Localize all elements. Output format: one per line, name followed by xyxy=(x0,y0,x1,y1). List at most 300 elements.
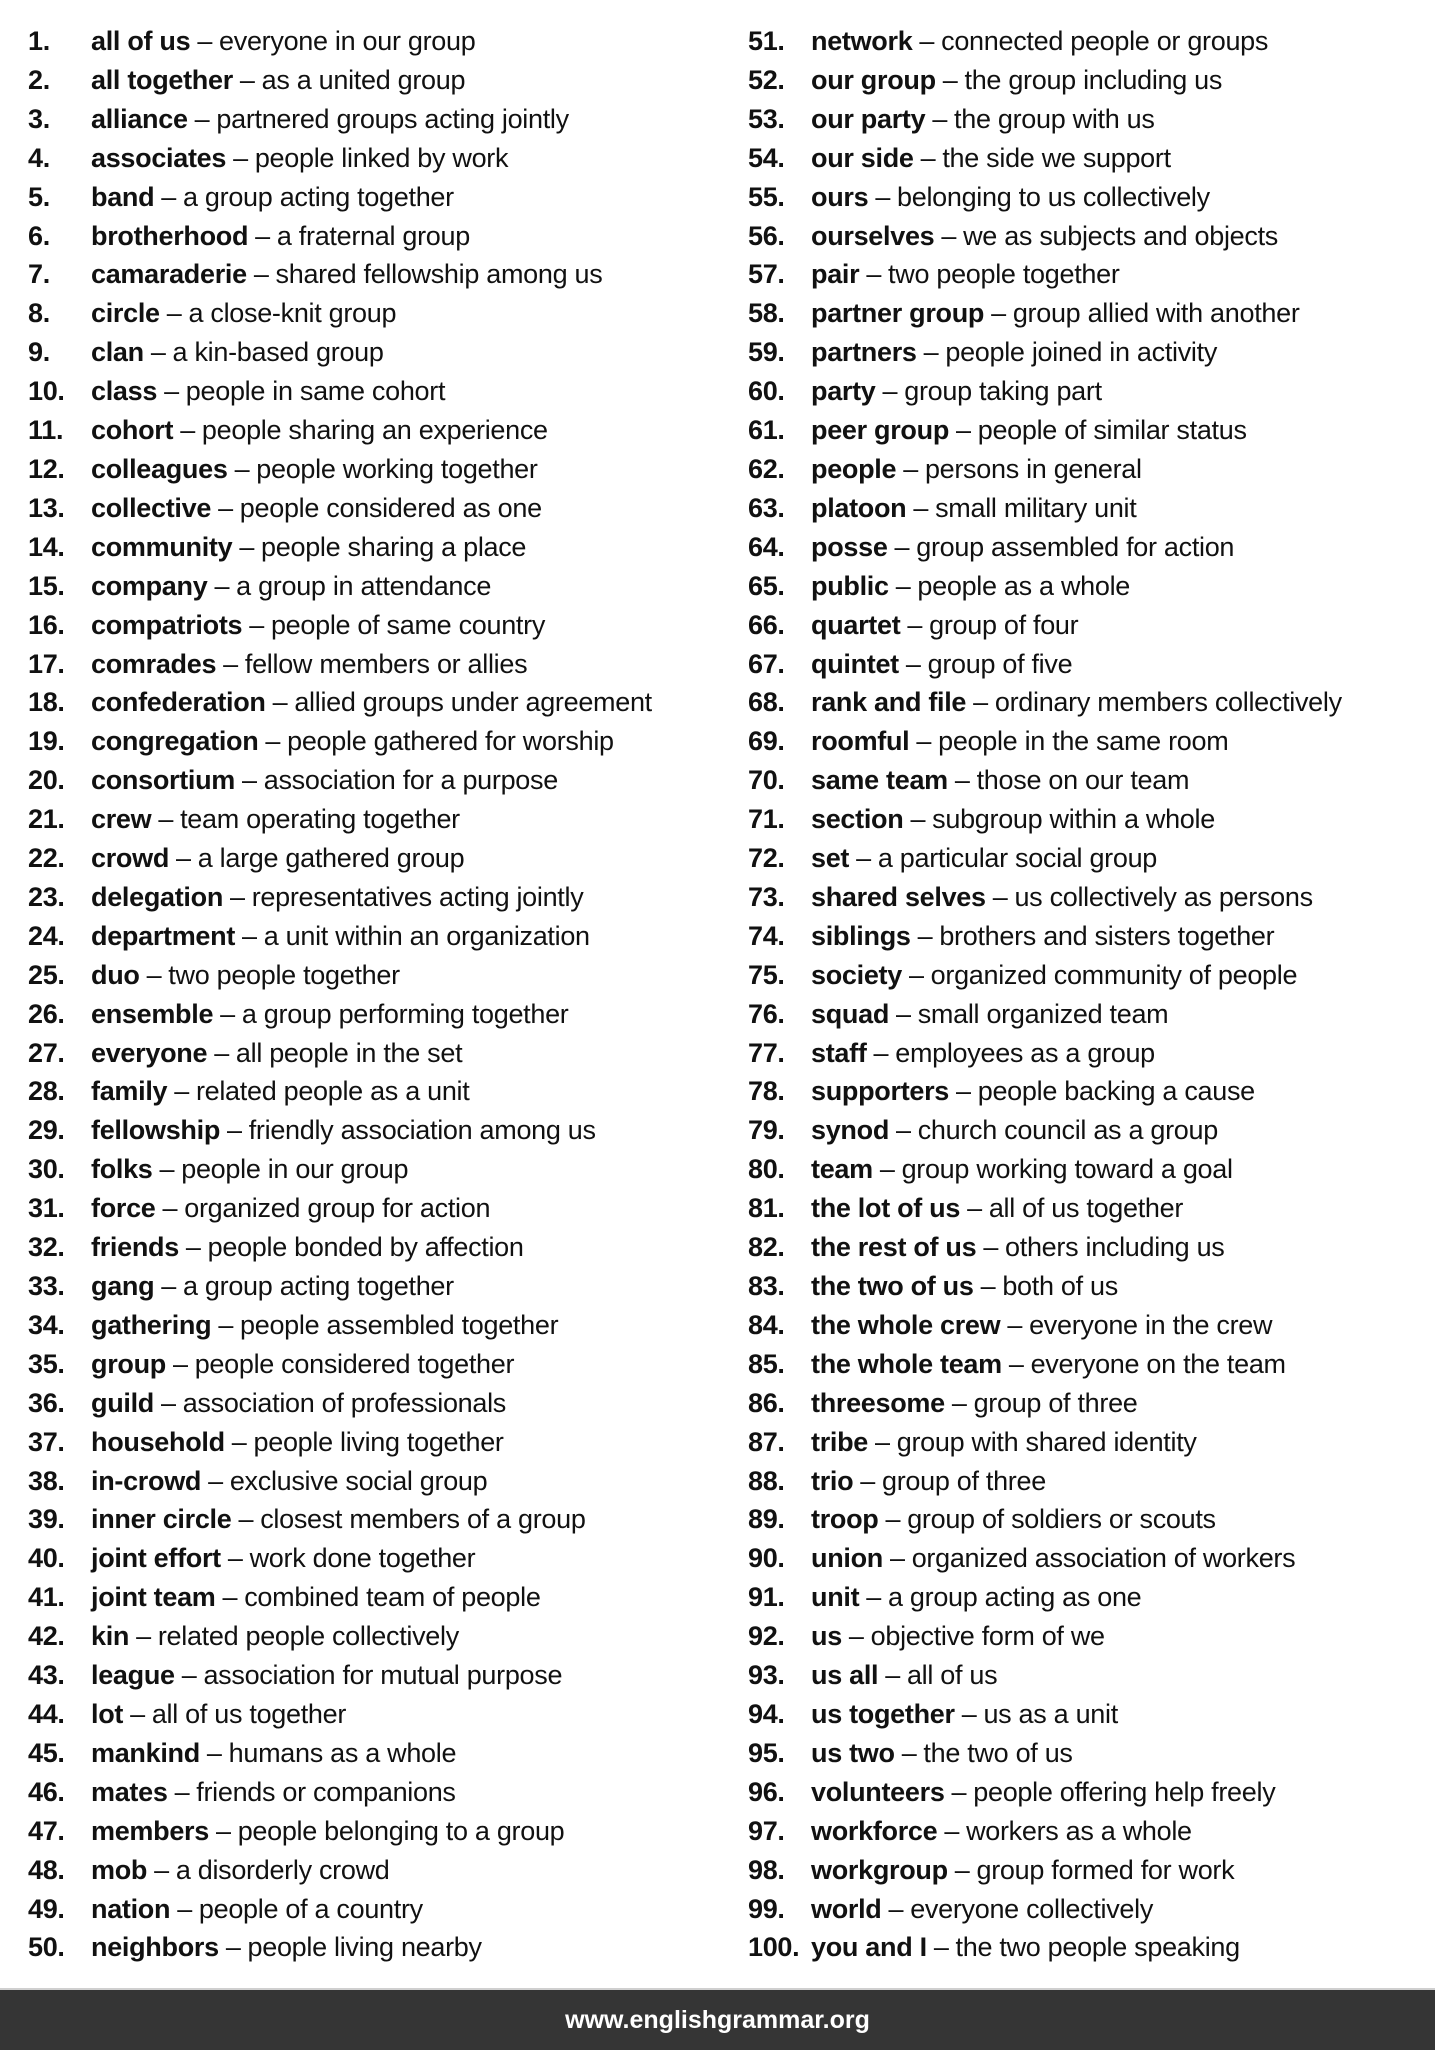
item-definition: a disorderly crowd xyxy=(175,1854,390,1885)
item-number: 20. xyxy=(28,765,65,796)
item-separator: – xyxy=(222,1582,238,1613)
item-term: guild xyxy=(91,1387,154,1418)
item-separator: – xyxy=(239,531,255,562)
list-item xyxy=(0,800,720,839)
list-item xyxy=(0,567,720,606)
item-separator: – xyxy=(185,1232,201,1263)
item-term: department xyxy=(91,920,236,951)
item-number: 31. xyxy=(28,1193,65,1224)
item-definition: partnered groups acting jointly xyxy=(216,103,569,134)
item-term: crowd xyxy=(91,843,170,874)
item-separator: – xyxy=(161,1271,177,1301)
item-number: 88. xyxy=(748,1465,785,1496)
item-number: 14. xyxy=(28,531,65,562)
item-term: the two of us xyxy=(811,1271,974,1301)
list-item xyxy=(0,1150,720,1189)
list-item xyxy=(720,372,1435,411)
item-term: partner group xyxy=(811,298,985,329)
item-number: 93. xyxy=(748,1660,785,1691)
item-term: comrades xyxy=(91,648,217,679)
item-separator: – xyxy=(951,1387,967,1418)
item-definition: closest members of a group xyxy=(260,1504,586,1535)
list-item xyxy=(720,1384,1435,1423)
list-item xyxy=(0,1072,720,1111)
item-term: trio xyxy=(811,1465,854,1496)
list-item xyxy=(720,917,1435,956)
item-definition: humans as a whole xyxy=(228,1737,457,1768)
item-separator: – xyxy=(194,103,210,134)
item-definition: as a united group xyxy=(261,64,466,95)
item-separator: – xyxy=(159,1154,175,1185)
item-definition: all of us xyxy=(906,1660,998,1691)
item-term: the whole team xyxy=(811,1348,1002,1379)
item-separator: – xyxy=(220,998,235,1029)
item-number: 41. xyxy=(28,1582,65,1613)
item-separator: – xyxy=(848,1621,864,1652)
item-definition: connected people or groups xyxy=(941,26,1269,56)
item-separator: – xyxy=(225,1932,241,1963)
item-term: company xyxy=(91,570,208,601)
item-separator: – xyxy=(944,1815,960,1846)
item-definition: a group acting as one xyxy=(888,1582,1142,1613)
item-separator: – xyxy=(889,1543,905,1574)
list-item xyxy=(0,956,720,995)
item-term: circle xyxy=(91,298,160,329)
list-item xyxy=(720,1072,1435,1111)
item-term: clan xyxy=(91,337,144,368)
item-term: squad xyxy=(811,998,890,1029)
item-separator: – xyxy=(181,1660,197,1691)
item-definition: people gathered for worship xyxy=(287,726,614,757)
list-item xyxy=(0,372,720,411)
item-number: 39. xyxy=(28,1504,65,1535)
item-separator: – xyxy=(856,843,871,874)
item-term: threesome xyxy=(811,1387,945,1418)
item-term: quartet xyxy=(811,609,901,640)
item-term: union xyxy=(811,1543,883,1574)
item-term: friends xyxy=(91,1232,179,1263)
item-number: 18. xyxy=(28,687,65,718)
item-term: brotherhood xyxy=(91,220,249,251)
list-item xyxy=(0,1189,720,1228)
item-number: 32. xyxy=(28,1232,65,1263)
item-separator: – xyxy=(174,1776,190,1807)
item-definition: people sharing a place xyxy=(261,531,527,562)
item-separator: – xyxy=(214,570,230,601)
word-list xyxy=(0,22,1435,1967)
item-definition: people linked by work xyxy=(254,142,509,173)
item-term: staff xyxy=(811,1037,867,1068)
item-number: 2. xyxy=(28,64,50,95)
item-term: unit xyxy=(811,1582,860,1613)
item-term: rank and file xyxy=(811,687,967,718)
item-number: 46. xyxy=(28,1776,65,1807)
item-number: 68. xyxy=(748,687,785,718)
item-definition: friendly association among us xyxy=(248,1115,596,1146)
item-definition: all of us together xyxy=(151,1698,347,1729)
item-separator: – xyxy=(164,376,179,407)
item-number: 51. xyxy=(748,26,785,56)
item-term: associates xyxy=(91,142,227,173)
list-item xyxy=(0,22,720,61)
item-separator: – xyxy=(230,881,245,912)
item-term: pair xyxy=(811,259,860,290)
item-separator: – xyxy=(956,415,971,446)
list-item xyxy=(0,1578,720,1617)
list-item xyxy=(720,956,1435,995)
item-separator: – xyxy=(903,453,918,484)
item-number: 63. xyxy=(748,492,785,523)
item-definition: association for a purpose xyxy=(263,765,558,796)
item-definition: a unit within an organization xyxy=(263,920,590,951)
item-separator: – xyxy=(961,1698,977,1729)
list-item xyxy=(720,528,1435,567)
item-number: 25. xyxy=(28,959,65,990)
item-number: 79. xyxy=(748,1115,785,1146)
item-term: posse xyxy=(811,531,888,562)
item-number: 7. xyxy=(28,259,50,290)
item-number: 97. xyxy=(748,1815,785,1846)
list-item xyxy=(720,1462,1435,1501)
list-item xyxy=(720,1890,1435,1929)
item-definition: group allied with another xyxy=(1012,298,1300,329)
item-term: consortium xyxy=(91,765,236,796)
item-definition: association of professionals xyxy=(182,1387,506,1418)
list-item xyxy=(0,1423,720,1462)
item-definition: group formed for work xyxy=(976,1854,1235,1885)
item-number: 42. xyxy=(28,1621,65,1652)
list-item xyxy=(720,1695,1435,1734)
item-term: siblings xyxy=(811,920,911,951)
item-definition: everyone on the team xyxy=(1030,1348,1286,1379)
item-definition: shared fellowship among us xyxy=(275,259,603,290)
item-term: community xyxy=(91,531,233,562)
item-number: 69. xyxy=(748,726,785,757)
item-separator: – xyxy=(888,1893,904,1924)
item-number: 62. xyxy=(748,453,785,484)
list-item xyxy=(720,1111,1435,1150)
item-number: 58. xyxy=(748,298,785,329)
list-item xyxy=(720,61,1435,100)
item-number: 59. xyxy=(748,337,785,368)
list-item xyxy=(720,567,1435,606)
item-definition: fellow members or allies xyxy=(244,648,528,679)
item-separator: – xyxy=(933,1932,949,1963)
item-separator: – xyxy=(866,259,882,290)
item-separator: – xyxy=(992,881,1008,912)
list-item xyxy=(0,333,720,372)
list-item xyxy=(720,761,1435,800)
item-term: tribe xyxy=(811,1426,869,1457)
item-separator: – xyxy=(875,181,891,212)
list-item xyxy=(0,255,720,294)
item-number: 57. xyxy=(748,259,785,290)
item-definition: people living together xyxy=(253,1426,504,1457)
item-term: folks xyxy=(91,1154,153,1185)
list-item xyxy=(0,1034,720,1073)
item-separator: – xyxy=(991,298,1006,329)
item-definition: people of similar status xyxy=(977,415,1247,446)
list-item xyxy=(0,645,720,684)
item-definition: small organized team xyxy=(917,998,1169,1029)
item-term: gang xyxy=(91,1271,155,1301)
item-separator: – xyxy=(218,1309,234,1340)
item-definition: people joined in activity xyxy=(945,337,1218,368)
item-term: you and I xyxy=(811,1932,927,1963)
item-term: lot xyxy=(91,1698,124,1729)
item-term: band xyxy=(91,181,155,212)
item-definition: small military unit xyxy=(935,492,1137,523)
list-item xyxy=(0,489,720,528)
list-item xyxy=(0,995,720,1034)
item-term: partners xyxy=(811,337,917,368)
item-number: 4. xyxy=(28,142,50,173)
item-term: party xyxy=(811,376,876,407)
list-item xyxy=(0,178,720,217)
item-number: 90. xyxy=(748,1543,785,1574)
item-term: fellowship xyxy=(91,1115,221,1146)
item-separator: – xyxy=(885,1660,900,1691)
item-number: 43. xyxy=(28,1660,65,1691)
item-definition: those on our team xyxy=(976,765,1190,796)
item-definition: persons in general xyxy=(924,453,1142,484)
item-number: 50. xyxy=(28,1932,65,1963)
item-separator: – xyxy=(967,1193,982,1224)
item-separator: – xyxy=(150,337,166,368)
item-separator: – xyxy=(919,26,935,56)
list-item xyxy=(0,606,720,645)
list-item xyxy=(0,1539,720,1578)
item-number: 26. xyxy=(28,998,65,1029)
item-definition: people in same cohort xyxy=(185,376,446,407)
item-number: 60. xyxy=(748,376,785,407)
item-separator: – xyxy=(242,765,257,796)
item-term: us xyxy=(811,1621,842,1652)
item-separator: – xyxy=(932,103,948,134)
item-number: 54. xyxy=(748,142,785,173)
item-separator: – xyxy=(1007,1309,1023,1340)
item-term: same team xyxy=(811,765,948,796)
item-term: people xyxy=(811,453,897,484)
item-definition: brothers and sisters together xyxy=(939,920,1275,951)
list-item xyxy=(0,683,720,722)
item-definition: group of five xyxy=(927,648,1073,679)
list-item xyxy=(0,761,720,800)
item-term: camaraderie xyxy=(91,259,247,290)
item-term: kin xyxy=(91,1621,130,1652)
list-item xyxy=(720,294,1435,333)
item-number: 78. xyxy=(748,1076,785,1107)
item-number: 75. xyxy=(748,959,785,990)
item-number: 8. xyxy=(28,298,50,329)
item-separator: – xyxy=(249,609,264,640)
item-separator: – xyxy=(879,1154,895,1185)
item-term: neighbors xyxy=(91,1932,219,1963)
item-definition: subgroup within a whole xyxy=(932,804,1215,835)
item-separator: – xyxy=(177,1893,192,1924)
list-item xyxy=(0,1306,720,1345)
item-number: 56. xyxy=(748,220,785,251)
list-item xyxy=(720,217,1435,256)
item-definition: group assembled for action xyxy=(916,531,1235,562)
item-separator: – xyxy=(956,1076,971,1107)
item-term: joint effort xyxy=(91,1543,221,1574)
item-definition: people of a country xyxy=(198,1893,423,1924)
item-definition: representatives acting jointly xyxy=(251,881,584,912)
list-item xyxy=(0,100,720,139)
item-number: 86. xyxy=(748,1387,785,1418)
item-separator: – xyxy=(901,1737,917,1768)
item-definition: people considered together xyxy=(194,1348,515,1379)
item-separator: – xyxy=(255,220,270,251)
item-definition: group of soldiers or scouts xyxy=(907,1504,1216,1535)
item-definition: a large gathered group xyxy=(197,843,465,874)
item-number: 71. xyxy=(748,804,785,835)
list-item xyxy=(720,1617,1435,1656)
item-term: congregation xyxy=(91,726,259,757)
item-definition: the two of us xyxy=(923,1737,1073,1768)
item-number: 64. xyxy=(748,531,785,562)
item-definition: a group performing together xyxy=(241,998,569,1029)
item-term: quintet xyxy=(811,648,899,679)
item-term: force xyxy=(91,1193,156,1224)
item-separator: – xyxy=(896,998,911,1029)
item-separator: – xyxy=(197,26,213,56)
list-item xyxy=(720,1189,1435,1228)
item-number: 5. xyxy=(28,181,50,212)
item-definition: people belonging to a group xyxy=(237,1815,565,1846)
item-number: 37. xyxy=(28,1426,65,1457)
list-item xyxy=(0,1812,720,1851)
item-term: public xyxy=(811,570,889,601)
item-term: inner circle xyxy=(91,1504,232,1535)
list-item xyxy=(720,1306,1435,1345)
item-definition: a group acting together xyxy=(183,181,454,212)
item-number: 12. xyxy=(28,453,65,484)
item-separator: – xyxy=(973,687,988,718)
list-item xyxy=(0,294,720,333)
item-separator: – xyxy=(215,1815,231,1846)
item-number: 61. xyxy=(748,415,785,446)
item-term: world xyxy=(811,1893,882,1924)
list-item xyxy=(720,1500,1435,1539)
item-definition: group working toward a goal xyxy=(901,1154,1233,1185)
item-definition: people sharing an experience xyxy=(201,415,548,446)
list-item xyxy=(720,1228,1435,1267)
item-number: 10. xyxy=(28,376,65,407)
item-term: roomful xyxy=(811,726,910,757)
item-term: society xyxy=(811,959,902,990)
item-definition: work done together xyxy=(249,1543,476,1574)
item-number: 72. xyxy=(748,843,785,874)
item-term: troop xyxy=(811,1504,879,1535)
list-item xyxy=(0,839,720,878)
item-separator: – xyxy=(160,1387,176,1418)
item-number: 99. xyxy=(748,1893,785,1924)
item-definition: us collectively as persons xyxy=(1014,881,1313,912)
item-term: family xyxy=(91,1076,168,1107)
list-item xyxy=(720,450,1435,489)
item-number: 96. xyxy=(748,1776,785,1807)
list-item xyxy=(720,100,1435,139)
item-term: supporters xyxy=(811,1076,950,1107)
item-term: network xyxy=(811,26,913,56)
item-term: workgroup xyxy=(811,1854,948,1885)
item-number: 1. xyxy=(28,26,50,56)
item-definition: group of four xyxy=(929,609,1079,640)
item-term: crew xyxy=(91,804,152,835)
item-number: 15. xyxy=(28,570,65,601)
list-item xyxy=(720,1034,1435,1073)
footer-url[interactable]: www.englishgrammar.org xyxy=(565,2005,870,2034)
item-term: compatriots xyxy=(91,609,243,640)
item-definition: related people as a unit xyxy=(195,1076,470,1107)
item-separator: – xyxy=(239,64,255,95)
item-term: confederation xyxy=(91,687,266,718)
item-separator: – xyxy=(265,726,281,757)
item-number: 82. xyxy=(748,1232,785,1263)
item-separator: – xyxy=(954,1854,970,1885)
item-definition: related people collectively xyxy=(157,1621,459,1652)
footer-bar xyxy=(0,1988,1435,2050)
item-separator: – xyxy=(910,804,926,835)
item-term: us two xyxy=(811,1737,895,1768)
item-definition: a group acting together xyxy=(183,1271,454,1301)
item-separator: – xyxy=(174,1076,189,1107)
item-term: our side xyxy=(811,142,914,173)
item-term: all of us xyxy=(91,26,191,56)
item-separator: – xyxy=(980,1271,996,1301)
item-separator: – xyxy=(895,570,911,601)
item-definition: the group with us xyxy=(954,103,1155,134)
list-item xyxy=(0,722,720,761)
item-number: 17. xyxy=(28,648,65,679)
list-item xyxy=(0,1656,720,1695)
item-term: duo xyxy=(91,959,140,990)
item-separator: – xyxy=(941,220,957,251)
item-separator: – xyxy=(172,1348,188,1379)
item-number: 66. xyxy=(748,609,785,640)
item-definition: exclusive social group xyxy=(229,1465,488,1496)
item-number: 30. xyxy=(28,1154,65,1185)
item-definition: all people in the set xyxy=(235,1037,463,1068)
item-number: 94. xyxy=(748,1698,785,1729)
item-term: mankind xyxy=(91,1737,200,1768)
list-item xyxy=(720,606,1435,645)
item-separator: – xyxy=(176,843,191,874)
item-number: 44. xyxy=(28,1698,65,1729)
item-number: 16. xyxy=(28,609,65,640)
item-term: ourselves xyxy=(811,220,935,251)
item-number: 100. xyxy=(748,1932,800,1963)
item-definition: us as a unit xyxy=(983,1698,1118,1729)
item-number: 6. xyxy=(28,220,50,251)
item-definition: everyone in the crew xyxy=(1029,1309,1273,1340)
item-number: 3. xyxy=(28,103,50,134)
item-number: 73. xyxy=(748,881,785,912)
item-definition: friends or companions xyxy=(196,1776,456,1807)
item-number: 89. xyxy=(748,1504,785,1535)
item-term: ours xyxy=(811,181,869,212)
item-term: colleagues xyxy=(91,453,228,484)
item-separator: – xyxy=(242,920,257,951)
item-definition: both of us xyxy=(1002,1271,1118,1301)
item-separator: – xyxy=(860,1465,876,1496)
item-separator: – xyxy=(146,959,162,990)
item-separator: – xyxy=(272,687,288,718)
item-definition: people assembled together xyxy=(240,1309,559,1340)
item-separator: – xyxy=(983,1232,999,1263)
